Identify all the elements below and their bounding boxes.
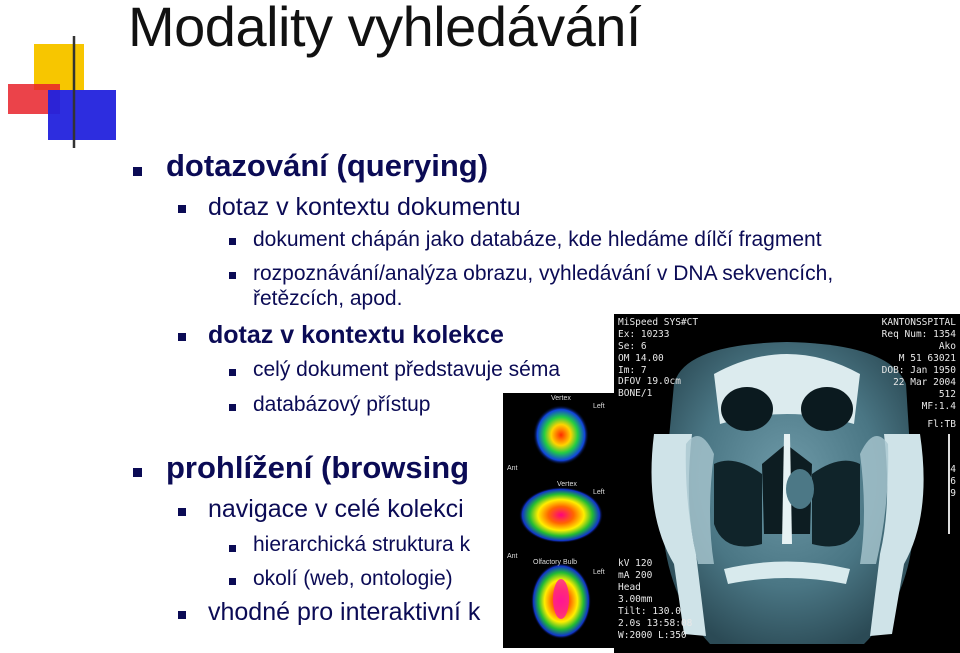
bullet-square-icon [178,508,186,516]
bullet-square-icon [229,578,236,585]
list-item-continuation: řetězcích, apod. [253,287,403,310]
list-item: prohlížení (browsing [166,450,470,485]
bullet-square-icon [229,545,236,552]
spect-label: Left [593,569,605,576]
list-item: okolí (web, ontologie) [253,567,453,590]
bullet-square-icon [178,333,186,341]
list-item: dokument chápán jako databáze, kde hledáme dílčí fragment [253,228,822,251]
ct-info-bottom-left: kV 120 mA 200 Head 3.00mm Tilt: 130.0 2.0s 13:58:08 W:2000 L:350 [618,558,693,641]
list-item: vhodné pro interaktivní k [208,598,481,626]
spect-label: Left [593,403,605,410]
spect-label: Ant [507,465,518,472]
list-item: celý dokument představuje séma [253,358,560,381]
bullet-square-icon [133,468,142,477]
list-item: hierarchická struktura k [253,533,471,556]
bullet-square-icon [229,404,236,411]
spect-label: Vertex [557,481,577,488]
spect-label: Vertex [551,395,571,402]
list-item: navigace v celé kolekci [208,495,464,523]
ct-info-mid-left: DFOV 19.0cm BONE/1 [618,376,681,399]
yellow-square [34,44,84,90]
list-item: databázový přístup [253,393,431,416]
ct-info-top-right: KANTONSSPITAL Req Num: 1354 Ako M 51 63021 DOB: Jan 1950 22 Mar 2004 512 MF:1.4 Fl:TB [881,317,956,430]
bullet-square-icon [229,369,236,376]
list-item: dotazování (querying) [166,148,489,183]
bullet-square-icon [229,238,236,245]
ct-skull-scan-image [614,314,960,653]
spect-brain-scan-image [503,393,619,648]
spect-label: Ant [507,553,518,560]
spect-label: Left [593,489,605,496]
bullet-square-icon [133,167,142,176]
list-item: dotaz v kontextu dokumentu [208,193,521,221]
ct-scale-marks: 4 6 9 [950,464,956,499]
spect-label: Olfactory Bulb [533,559,577,566]
list-item: dotaz v kontextu kolekce [208,321,504,349]
bullet-square-icon [229,272,236,279]
bullet-square-icon [178,611,186,619]
ct-info-top-left: MiSpeed SYS#CT Ex: 10233 Se: 6 OM 14.00 Im: 7 [618,317,699,376]
list-item: rozpoznávání/analýza obrazu, vyhledávání v DNA sekvencích, [253,262,834,285]
slide-title: Modality vyhledávání [128,0,641,58]
bullet-square-icon [178,205,186,213]
